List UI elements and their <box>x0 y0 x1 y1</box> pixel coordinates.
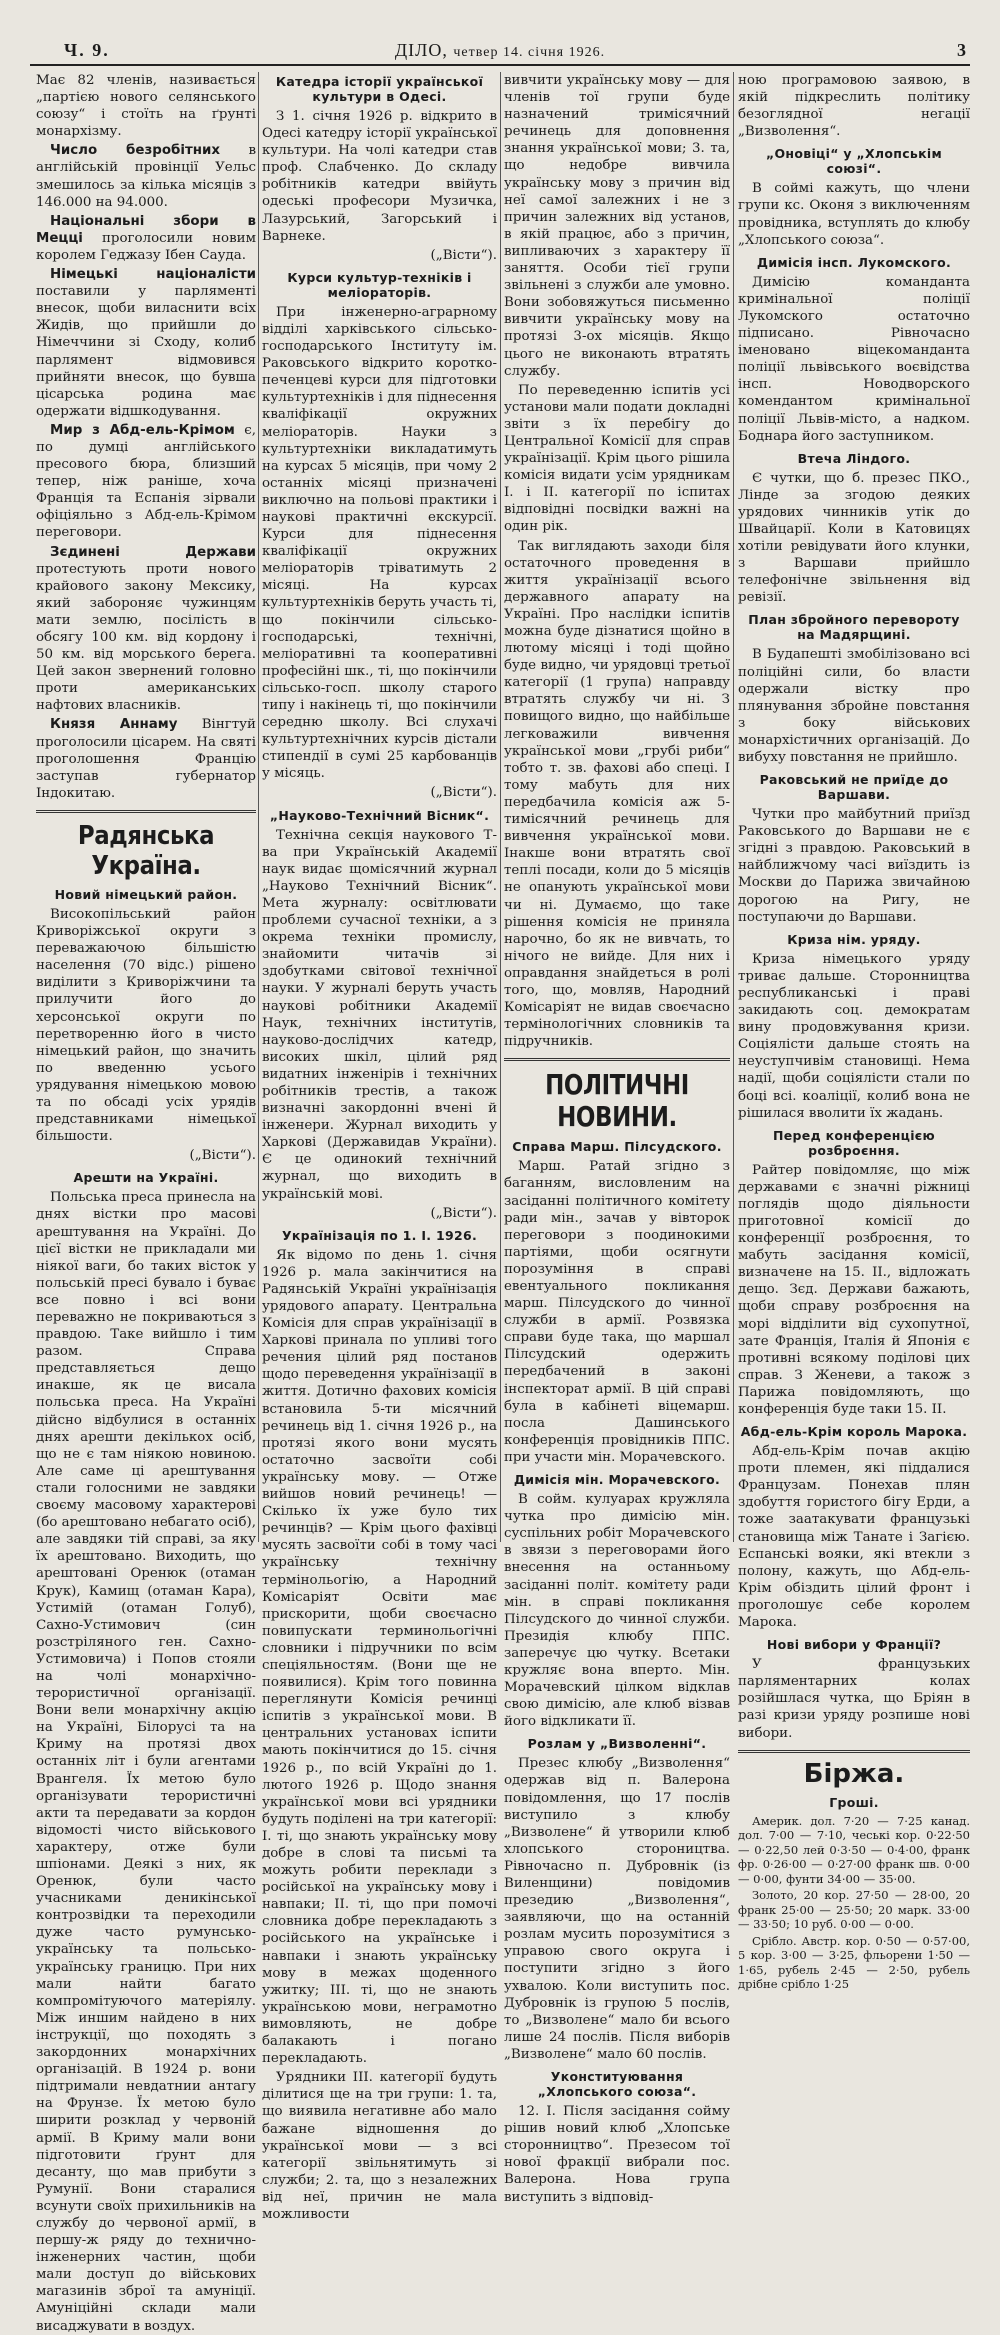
paragraph: Криза німецького уряду триває дальше. Сторонництва республиканські і праві закидають соц. демократам вину продовжування кризи. Соціялісти дальше стоять на неуступчивім становищі. Нема надії, щоби соціялісти стали по боці всі. коаліції, колиб вона не рішилася вволити їх жадань. <box>738 951 970 1121</box>
article-heading: Катедра історії української культури в Одесі. <box>275 74 484 104</box>
column-2 <box>262 72 497 2222</box>
column-rule <box>733 72 734 1542</box>
section-divider <box>504 1058 730 1061</box>
article-heading: Димісія інсп. Лукомского. <box>756 254 952 270</box>
column-rule <box>258 72 259 1542</box>
article-heading: „Науково-Технічний Вісник“. <box>269 807 490 823</box>
section-title: Біржа. <box>803 1758 905 1789</box>
page-number-right: 3 <box>957 40 966 60</box>
source-credit: („Вісти“). <box>189 1148 256 1164</box>
news-item <box>36 716 256 801</box>
paragraph: Абд-ель-Крім почав акцію проти племен, які піддалися Французам. Понехав плян здобуття гористого бігу Ерди, а тоже заатакувати французькі становища між Танате і Загією. Еспанські вояки, які втекли з полону, кажуть, що Абд-ель-Крім обіздить цілий фронт і проголошує себе королем Марока. <box>738 1444 970 1631</box>
news-text: Вінгтуй проголосили цісарем. На святі проголошення Францію заступав губернатор Індокитаю. <box>36 717 256 801</box>
news-item <box>36 544 256 715</box>
silver-quotes: Срібло. Австр. кор. 0·50 — 0·57·00, 5 кор. 3·00 — 3·25, фльорени 1·50 — 1·65, рубель 2·45 — 2·50, рубель дрібне срібло 1·25 <box>738 1933 970 1992</box>
article-heading: Уконституювання „Хлопського союза“. <box>537 2069 697 2100</box>
news-lead: Мир з Абд-ель-Крімом <box>50 422 235 438</box>
news-item <box>36 213 256 264</box>
paragraph: Райтер повідомляє, що між державами є значні ріжниці поглядів щодо діяльности приготовної комісії до конференції розброєння, то мабуть засідання комісії, визначене на 15. ІІ., відложать дещо. Зєд. Держави бажають, щоби справу розброєння на морі відділити від сухопутної, зате Франція, Італія й Японія є противні всякому поділові цих справ. З Женеви, а також з Парижа повідомляють, що конференція буде таки 15. ІІ. <box>738 1162 970 1417</box>
paragraph: Є чутки, що б. презес ПКО., Лінде за згодою деяких урядових чинників утік до Швайцарії. Коли в Катовицях хотіли ревідувати його клунки, з Варшави прийшло телефонічне звільнення від ревізії. <box>738 470 970 606</box>
paragraph: В сойм. кулуарах кружляла чутка про димісію мін. суспільних робіт Морачевского в звязи з переговорами його внесення на останньому засіданні політ. комітету ради мін. в справі покликання Пілсудского до чинної служби. Президія клюбу ППС. заперечує цю чутку. Всетаки кружляє вона вперто. Мін. Морачевский цілком відклав свою димісію, але клюб візвав його відкликати її. <box>504 1492 730 1730</box>
news-lead: Національні збори в Мецці <box>36 213 256 246</box>
article-heading: Новий німецький район. <box>54 886 238 902</box>
masthead <box>30 34 970 66</box>
article-heading: Димісія мін. Морачевского. <box>513 1472 721 1488</box>
article-heading: Перед конференцією розброєння. <box>773 1127 935 1158</box>
news-lead: Князя Аннаму <box>50 717 178 733</box>
article-heading: Втеча Ліндого. <box>797 450 911 466</box>
source-credit: („Вісти“). <box>430 247 497 263</box>
issue-date: четвер 14. січня 1926. <box>453 45 606 60</box>
news-text: в англійській провінції Уельс змешилось за кілька місяців з 146.000 на 94.000. <box>36 143 257 210</box>
paragraph: Марш. Ратай згідно з баганням, висловленим на засіданні політичного комітету ради мін., зачав у вівторок переговори з поодинокими партіями, щоби осягнути порозуміння в справі евентуального покликання марш. Пілсудского до чинної служби в армії. Розвязка справи буде така, що маршал Пілсудский одержить передбачений в законі інспекторат армії. В цій справі була в кабінеті віцемарш. посла Дашинського конференція провідників ППС. при участи мін. Морачевского. <box>504 1159 730 1465</box>
news-lead: Число безробітних <box>50 143 220 159</box>
paragraph: В Будапешті змобілізовано всі поліційні сили, бо власти одержали вістку про плянування збройне повстання з боку військових монархістичних організацій. До вибуху повстання не прийшло. <box>738 647 970 765</box>
column-rule <box>500 72 501 1542</box>
source-credit: („Вісти“). <box>430 1205 497 1221</box>
paragraph: В соймі кажуть, що члени групи кс. Оконя з виключенням провідника, вступлять до клюбу „Хлопського союза“. <box>738 181 970 248</box>
gold-quotes: Золото, 20 кор. 27·50 — 28·00, 20 франк 25·00 — 25·50; 20 марк. 33·00 — 33·50; 10 руб. 0·00 — 0·00. <box>738 1888 970 1932</box>
section-divider <box>738 1750 970 1753</box>
source-credit: („Вісти“). <box>430 785 497 801</box>
paragraph: 12. І. Після засідання сойму рішив новий клюб „Хлопське сторонництво“. Презесом тої нової фракції вибрали пос. Валерона. Нова група виступить з відповід- <box>504 2104 730 2205</box>
article-heading: Курси культур-техніків і меліораторів. <box>287 269 472 300</box>
paragraph: Технічна секція наукового Т-ва при Українській Академії наук видає щомісячний журнал „Науково Технічний Вісник“. Мета журналу: освітлювати проблеми сучасної техніки, а з окрема техніки промислу, знайомити читачів зі здобутками світової технічної науки. У журналі беруть участь наукові робітники Академії Наук, технічних інститутів, науково-дослідчих катедр, високих шкіл, цілий ряд видатних інженірів і технічних робітників трестів, а також визначні закордонні вчені й інженери. Журнал виходить у Харкові (Державидав України). Є це одинокий технічний журнал, що виходить в українській мові. <box>262 827 497 1202</box>
article-heading: Арешти на Україні. <box>73 1170 219 1186</box>
article-heading: „Оновіці“ у „Хлопськім союзі“. <box>765 146 942 177</box>
paragraph: З 1. січня 1926 р. відкрито в Одесі катедру історії української культури. На чолі катедри став проф. Слабченко. До складу робітників катедри ввійуть одеські професори Музичка, Лазурський, Загорський і Варнеке. <box>262 109 497 244</box>
article-heading: Нові вибори у Франції? <box>766 1637 942 1653</box>
paragraph: ною програмовою заявою, в якій підкреслить політику безоглядної негації „Визволення“. <box>738 73 970 140</box>
paragraph: По переведенню іспитів усі установи мали подати докладні звіти з їх перебігу до Центральної Комісії для справ українізації. Крім цього рішила комісія видати усім урядникам І. і ІІ. категорії по іспитах відповідні посвідки важні на один рік. <box>504 382 730 535</box>
section-divider <box>36 810 256 813</box>
news-lead: Зєдинені Держави <box>50 544 256 560</box>
article-heading: План збройного перевороту на Мадярщині. <box>748 612 960 643</box>
article-heading: Справа Марш. Пілсудского. <box>512 1139 722 1155</box>
paragraph: Чутки про майбутний приїзд Раковського до Варшави не є згідні з правдою. Раковський в найближчому часі виїздить із Москви до Парижа звичайною дорогою на Ригу, не поступаючи до Варшави. <box>738 807 970 925</box>
currency-quotes: Америк. дол. 7·20 — 7·25 канад. дол. 7·00 — 7·10, чеські кор. 0·22·50 — 0·22,50 лей 0·3·50 — 0·4·00, франк фр. 0·26·00 — 0·27·00 франк шв. 0·00 — 0·00, фунти 34·00 — 35·00. <box>738 1813 970 1886</box>
paragraph: Димісію команданта кримінальної поліції Лукомского остаточно підписано. Рівночасно іменовано віцекоманданта поліції львівського воєвідства інсп. Новодворского комендантом кримінальної поліції Львів-місто, а надком. Боднара його заступником. <box>738 274 970 444</box>
section-title: ПОЛІТИЧНІ НОВИНИ. <box>545 1068 689 1134</box>
article-heading: Раковський не приїде до Варшави. <box>759 772 949 803</box>
paragraph: Урядники ІІІ. категорії будуть ділитися ще на три групи: 1. та, що виявила негативне або мало бажане відношення до української мови — з всі категорії звільнятимуть зі служби; 2. та, що з незалежних від неї, причин не мала можливости <box>262 2070 497 2222</box>
paragraph: вивчити українську мову — для членів тої групи буде назначений тримісячний речинець для доповнення знання української мови; 3. та, що недобре вивчила українську мову з причин від неї самої залежних і не з причин залежних від установ, в якій працює, або з причин, випливаючих з характеру її заняття. Особи тієї групи звільнені з служби але умовно. Вони зобовяжуться письменно вивчити українську мову на протязі 3-ох місяців. Якщо цього не виконають втратять службу. <box>504 73 730 379</box>
news-text: є, по думці англійського пресового бюра, близший тепер, ніж раніше, хоча Франція та Еспанія зірвали офіціяльно з Абд-ель-Крімом переговори. <box>36 422 256 541</box>
news-item <box>36 422 256 542</box>
news-text: поставили у парляменті внесок, щоби виласнити всіх Жидів, що прийшли до Німеччини зі Сходу, колиб парлямент відмовився прийняти внесок, що бувша цісарська родина має одержати відшкодування. <box>36 284 256 419</box>
paragraph: Як відомо по день 1. січня 1926 р. мала закінчитися на Радянській Україні українізація урядового апарату. Центральна Комісія для справ українізації в Харкові принала по упливі того речения цілий ряд постанов щодо переведення українізації в життя. Дотично фахових комісія встановила 5-ти місячний речинець від 1. січня 1926 р., на протязі якого вони мусять остаточно засвоїти собі українську мову. — Отже вийшов новий речинець! — Скілько їх уже було тих речинців? — Крім цього фахівці мусять засвоїти собі в тому часі українську технічну термінольогію, а Народний Комісаріят Освіти має прискорити, щоби своєчасно повипускати терминольогічні словники і підручники по всім спеціяльностям. (Вони ще не появилися). Крім того повинна переглянути Комісія речинці іспитів з української мови. В центральних установах іспити мають покінчитися до 15. січня 1926 р., по всій Україні до 1. лютого 1926 р. Щодо знання української мови всі урядники будуть поділені на три категорії: І. ті, що знають українську мову добре в слові та письмі та можуть робити переклади з російської на українську мову і навпаки; ІІ. ті, що при помочі словника добре перекладають з російського на українське і навпаки і знають українську мову в межах щоденного ужитку; ІІІ. ті, що не знають українською мови, неграмотно вимовляють, не добре балакають і погано перекладають. <box>262 1247 497 2067</box>
article-heading: Українізація по 1. І. 1926. <box>281 1227 478 1243</box>
column-3 <box>504 72 730 2205</box>
article-heading: Гроші. <box>829 1794 879 1810</box>
paragraph: При інженерно-аграрному відділі харківського сільсько-господарського Інституту ім. Раковського відкрито коротко-печенцеві курси для підготовки культуртехніків і для піднесення кваліфікації окружних меліораторів. Науки з культуртехніки викладатимуть на курсах 5 місяців, при чому 2 останніх місяці призначені виключно на польові практики і наукові практичні екскурсії. Курси для піднесення кваліфікації окружних меліораторів тріватимуть 2 місяці. На курсах культуртехніків беруть участь ті, що покінчили сільсько-господарські, технічні, меліоративні та кооперативні професійні шк., ті, що покінчили сільсько-госп. школу старого типу і накінець ті, що покінчили середню школу. Всі слухачі культуртехнічних курсів дістали стипендії в сумі 25 карбованців у місяць. <box>262 304 497 782</box>
article-heading: Розлам у „Визволенні“. <box>527 1736 707 1752</box>
news-item <box>36 266 256 420</box>
article-heading: Абд-ель-Крім король Марока. <box>740 1424 968 1440</box>
masthead-title <box>30 40 970 61</box>
news-text: протестують проти нового крайового закону Мексику, який забороняє чужинцям мати землю, посілість в обсягу 100 км. від кордону і 50 км. від морського берега. Цей закон звернений головно проти американських нафтових власників. <box>36 561 256 714</box>
paragraph: У французьких парляментарних колах розійшлася чутка, що Бріян в разі кризи уряду розпише нові вибори. <box>738 1657 970 1741</box>
paper-name: ДІЛО, <box>394 40 448 60</box>
column-1 <box>36 72 257 2334</box>
news-text: проголосили новим королем Геджазу Ібен Сауда. <box>36 230 256 263</box>
paragraph: Має 82 членів, називається „партією нового селянського союзу“ і стоїть на ґрунті монархізму. <box>36 73 256 140</box>
page-number-left: Ч. 9. <box>64 40 110 60</box>
paragraph: Так виглядають заходи біля остаточного проведення в життя українізації всього державного апарату на Україні. Про наслідки іспитів можна буде дізнатися щойно в лютому місяці і тоді щойно буде видно, чи урядовці третьої категорії (1 група) направду втратять службу чи ні. З повищого видно, що найбільше легковажили вивчення української мови „грубі риби“ тобто т. зв. фахові або спеці. І тому мабуть для них передбачила комісія аж 5-тимісячний речинець для вивчення української мови. Інакше вони втратять свої теплі посади, коли до 5 місяців не опанують української мови чи ні. Думаємо, що таке рішення комісія не приняла нарочно, бо як не вивчать, то нічого не вийде. Для них і оправдання знайдеться в ролі того, що, мовляв, Народний Комісаріят не видав своєчасно термінологічних словників та підручників. <box>504 538 730 1050</box>
paragraph: Польська преса принесла на днях вістки про масові арештування на Україні. До цієї вістки не прикладали ми ніякої ваги, бо таких вісток у польській пресі бувало і буває все повно і всі вони переважно не покриваються з правдою. Таке вийшло і тим разом. Справа представляється дещо инакше, як це висала польська преса. На Україні дійсно відбулися в останніх днях арешти декількох осіб, що не є там ніякою новиною. Але саме ці арештування стали голосними не завдяки своєму масовому характерові (бо арештовано небагато осіб), але завдяки тій справі, за яку їх арештовано. Виходить, що арештовані Оренюк (отаман Крук), Камищ (отаман Кара), Устимій (отаман Голуб), Сахно-Устимович (син розстріляного ген. Сахно-Устимовича) і Попов стояли на чолі монархічно-терористичної організації. Вони вели монархічну акцію на Україні, Білорусі та на Криму на протязі двох останніх літ і були агентами Врангеля. Їх метою було організувати терористичні акти та передавати за кордон відомості чисто військового характеру, отже були шпіонами. Деякі з них, як Оренюк, були часто учасниками деникінської контрозвідки та переходили дуже часто румунсько-українську та польсько-українську границю. При них мали найти багато компромітуючого матеріялу. Між иншим найдено в них інструкції, що походять з закордонних монархічних організацій. В 1924 р. вони підтримали невдатнии антагу на Фрунзе. Їх метою було ширити розклад у червоній армії. В Криму мали вони підготовити ґрунт для десанту, що мав прибути з Румунії. Вони старалися всунути своїх прихильників на службу до червоної армії, в першу-ж ряду до технично-інженерних частин, щоби мали доступ до військових магазинів зброї та амуніції. Амуніційні склади мали висаджувати в воздух. <box>36 1190 256 2334</box>
paragraph: Презес клюбу „Визволення“ одержав від п. Валерона повідомлення, що 17 послів виступило з клюбу „Визволене“ й утворили клюб хлопського стороництва. Рівночасно п. Дубровнік (із Виленщини) повідомив презедию „Визволення“, заявляючи, що на останній розлам мусить порозумітися з управою свого округа і поступити згідно з його ухвалою. Коли виступить пос. Дубровнік із групою 5 послів, то „Визволене“ мало би всього лише 24 послів. Після виборів „Визволене“ мало 60 послів. <box>504 1756 730 2062</box>
news-lead: Німецькі націоналісти <box>50 267 256 283</box>
news-item <box>36 142 256 210</box>
article-heading: Криза нім. уряду. <box>787 931 921 947</box>
paragraph: Високопільський район Криворіжської округи з переважаючою більшістю населення (70 відс.) рішено виділити з Криворіжчини та прилучити його до херсонської округи по перетворенню його в чисто німецький район, що значить по введенню усього урядування німецькою мовою та по обсаді усіх урядів представниками німецької більшости. <box>36 906 256 1145</box>
column-4 <box>738 72 970 1992</box>
section-title: Радянська Україна. <box>77 820 215 881</box>
